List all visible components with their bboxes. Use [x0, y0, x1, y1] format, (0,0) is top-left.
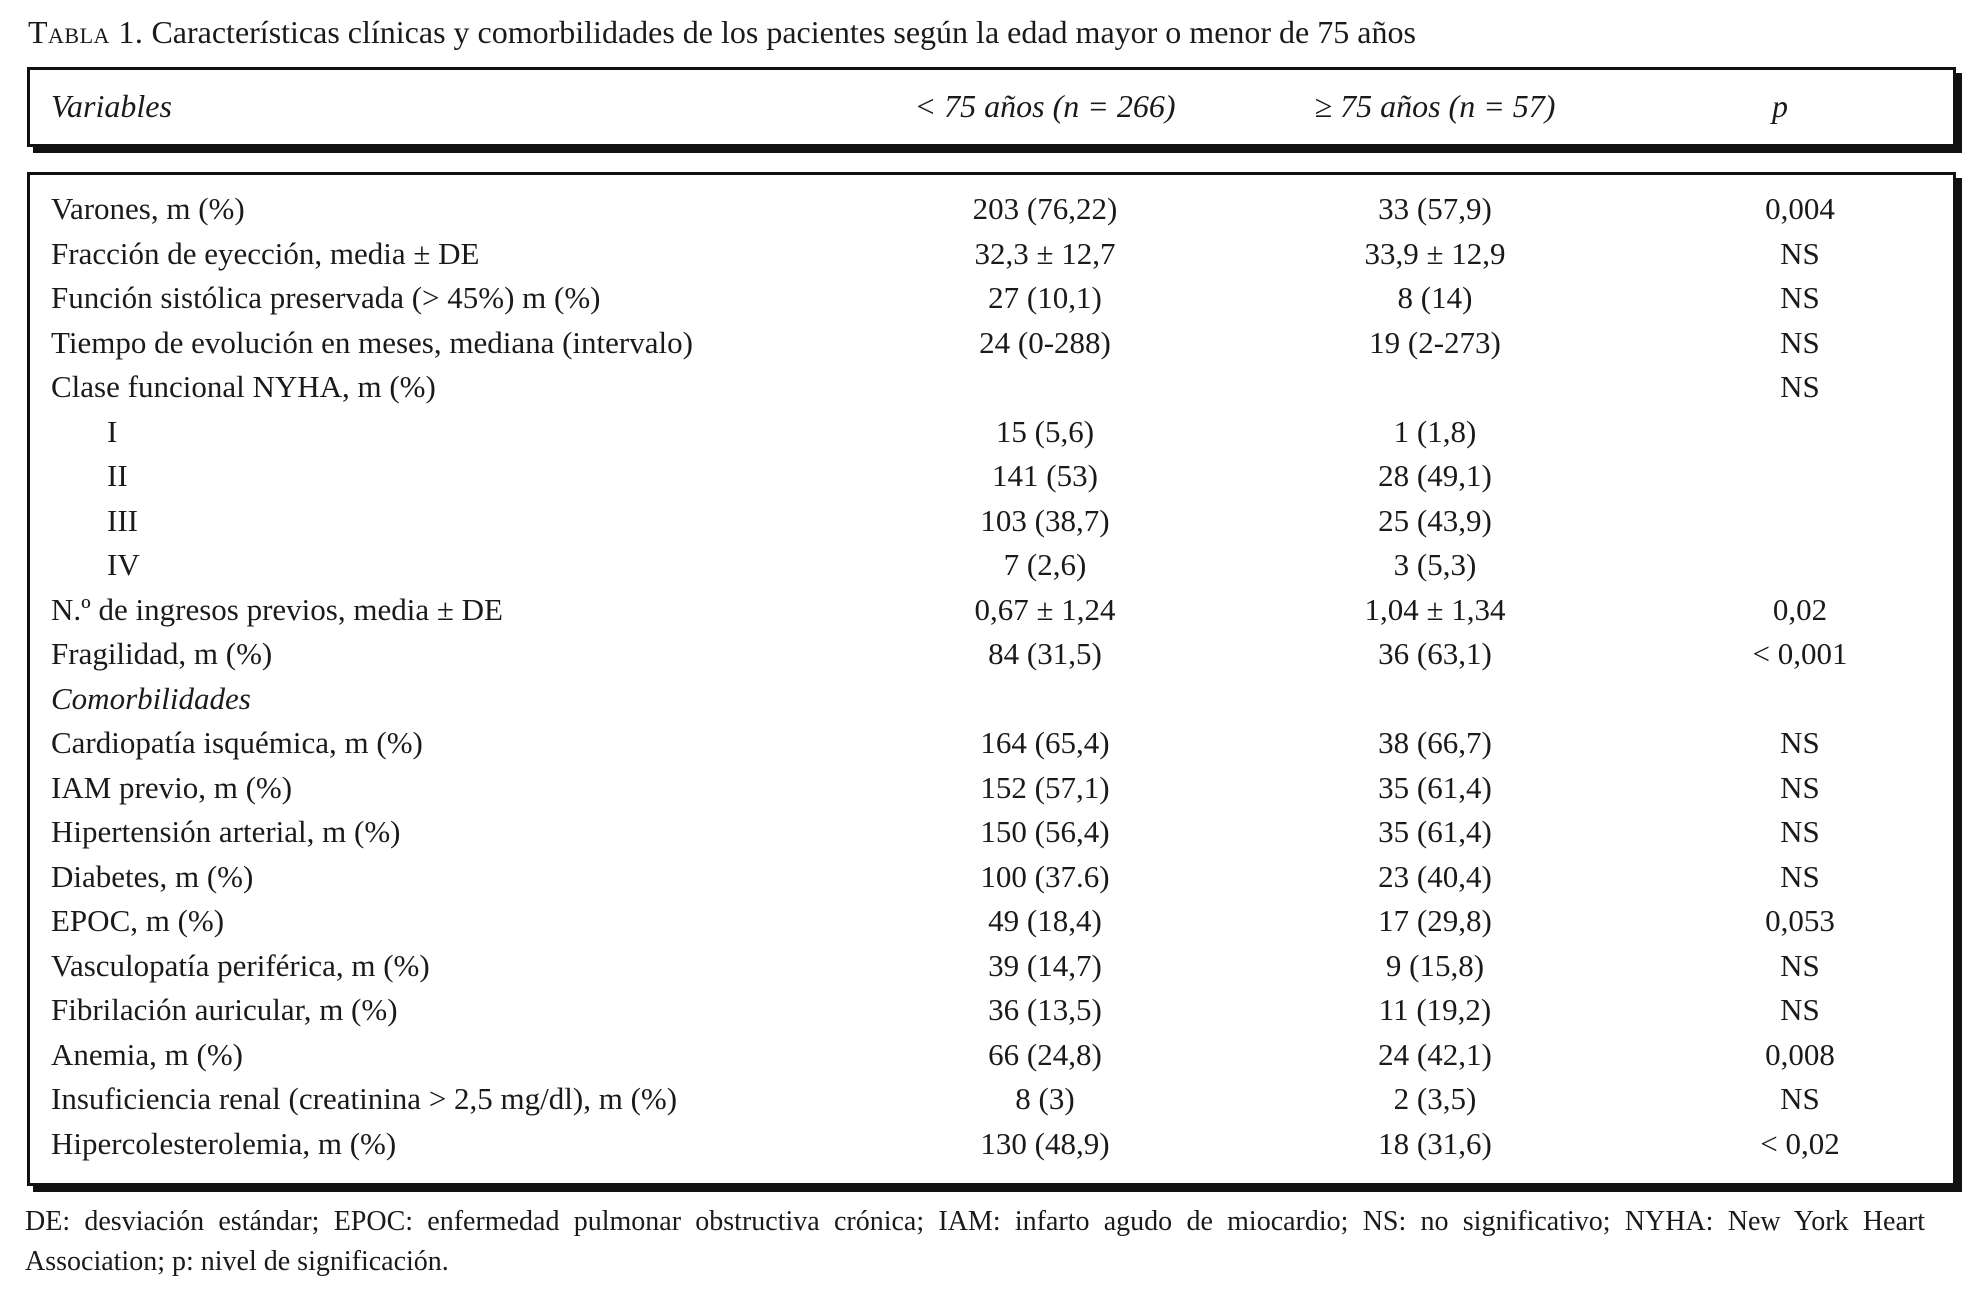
- row-label: Varones, m (%): [51, 191, 245, 226]
- value-under-75: 100 (37.6): [980, 858, 1110, 894]
- table-row: [30, 499, 1953, 544]
- row-label: Tiempo de evolución en meses, mediana (intervalo): [51, 324, 693, 360]
- p-value: NS: [1780, 235, 1820, 271]
- value-75-plus: 28 (49,1): [1378, 458, 1492, 493]
- value-75-plus: 33 (57,9): [1378, 191, 1492, 226]
- value-under-75: 84 (31,5): [988, 636, 1102, 671]
- table-row: [30, 944, 1953, 989]
- value-under-75: 49 (18,4): [988, 903, 1102, 938]
- row-label: I: [107, 413, 118, 449]
- value-under-75: 8 (3): [1015, 1081, 1075, 1116]
- value-under-75: 39 (14,7): [988, 947, 1102, 983]
- row-label: Fragilidad, m (%): [51, 636, 273, 671]
- row-label: Anemia, m (%): [51, 1036, 243, 1072]
- row-label: III: [107, 502, 138, 538]
- p-value: NS: [1780, 725, 1820, 760]
- p-value: NS: [1780, 858, 1820, 894]
- value-75-plus: 35 (61,4): [1378, 814, 1492, 849]
- value-under-75: 152 (57,1): [980, 769, 1110, 805]
- value-under-75: 141 (53): [992, 458, 1098, 493]
- value-under-75: 150 (56,4): [980, 814, 1110, 849]
- table-row: [30, 276, 1953, 321]
- value-under-75: 24 (0-288): [979, 324, 1111, 360]
- p-value: NS: [1780, 324, 1820, 360]
- value-under-75: 130 (48,9): [980, 1125, 1110, 1161]
- value-under-75: 27 (10,1): [988, 280, 1102, 315]
- p-value: NS: [1780, 369, 1820, 404]
- table-row: [30, 632, 1953, 677]
- table-rows: [30, 187, 1953, 1166]
- header-75-plus: ≥ 75 años (n = 57): [1314, 88, 1556, 124]
- row-label: Hipertensión arterial, m (%): [51, 814, 401, 849]
- value-75-plus: 24 (42,1): [1378, 1036, 1492, 1072]
- p-value: NS: [1780, 992, 1820, 1027]
- row-label: Cardiopatía isquémica, m (%): [51, 725, 423, 760]
- row-label: Fibrilación auricular, m (%): [51, 992, 398, 1027]
- table-caption: [28, 12, 1416, 52]
- table-row: [30, 810, 1953, 855]
- table-caption-text: Características clínicas y comorbilidades de los pacientes según la edad mayor o menor de 75 años: [143, 14, 1416, 50]
- value-under-75: 203 (76,22): [972, 191, 1118, 226]
- table-row: [30, 988, 1953, 1033]
- row-label: Diabetes, m (%): [51, 858, 254, 894]
- row-label: N.º de ingresos previos, media ± DE: [51, 591, 503, 627]
- table-row: [30, 1033, 1953, 1078]
- table-row: [30, 588, 1953, 633]
- table-row: [30, 454, 1953, 499]
- value-75-plus: 2 (3,5): [1393, 1081, 1477, 1116]
- p-value: 0,004: [1765, 191, 1835, 226]
- header-variables: Variables: [51, 88, 172, 124]
- table-row: [30, 1077, 1953, 1122]
- table-body: [27, 172, 1956, 1186]
- value-75-plus: 17 (29,8): [1378, 903, 1492, 938]
- p-value: NS: [1780, 947, 1820, 983]
- p-value: < 0,001: [1752, 636, 1848, 671]
- value-under-75: 32,3 ± 12,7: [974, 235, 1116, 271]
- p-value: NS: [1780, 1081, 1820, 1116]
- row-label: Fracción de eyección, media ± DE: [51, 235, 480, 271]
- table-row: [30, 766, 1953, 811]
- p-value: < 0,02: [1760, 1125, 1840, 1161]
- value-75-plus: 38 (66,7): [1378, 725, 1492, 760]
- table-row: [30, 321, 1953, 366]
- value-under-75: 36 (13,5): [988, 992, 1102, 1027]
- value-75-plus: 1 (1,8): [1393, 413, 1477, 449]
- value-under-75: 103 (38,7): [980, 502, 1110, 538]
- table-caption-lead: Tabla 1.: [28, 14, 144, 50]
- value-75-plus: 36 (63,1): [1378, 636, 1492, 671]
- table-row: [30, 855, 1953, 900]
- value-75-plus: 3 (5,3): [1393, 547, 1477, 582]
- table-header: [27, 67, 1956, 147]
- value-75-plus: 23 (40,4): [1378, 858, 1492, 894]
- value-75-plus: 25 (43,9): [1378, 502, 1492, 538]
- row-label: Clase funcional NYHA, m (%): [51, 369, 436, 404]
- table-row: [30, 899, 1953, 944]
- row-label: Insuficiencia renal (creatinina > 2,5 mg/dl), m (%): [51, 1081, 678, 1116]
- value-75-plus: 19 (2-273): [1369, 324, 1501, 360]
- table-row: [30, 1122, 1953, 1167]
- p-value: NS: [1780, 814, 1820, 849]
- value-under-75: 7 (2,6): [1003, 547, 1087, 582]
- p-value: NS: [1780, 769, 1820, 805]
- value-75-plus: 18 (31,6): [1378, 1125, 1492, 1161]
- p-value: 0,008: [1765, 1036, 1835, 1072]
- row-label: IAM previo, m (%): [51, 769, 293, 805]
- row-label: EPOC, m (%): [51, 903, 225, 938]
- row-label: Hipercolesterolemia, m (%): [51, 1125, 397, 1161]
- value-under-75: 0,67 ± 1,24: [974, 591, 1116, 627]
- header-p-value: p: [1772, 88, 1788, 124]
- table-row: [30, 365, 1953, 410]
- value-under-75: 164 (65,4): [980, 725, 1110, 760]
- row-label: Función sistólica preservada (> 45%) m (%): [51, 280, 601, 315]
- value-under-75: 15 (5,6): [995, 413, 1095, 449]
- value-75-plus: 33,9 ± 12,9: [1364, 235, 1506, 271]
- table-footnote: DE: desviación estándar; EPOC: enfermedad pulmonar obstructiva crónica; IAM: infarto agudo de miocardio; NS: no significativo; NYHA: New York Heart Association; p: nivel de significación.: [25, 1206, 1925, 1277]
- table-row: [30, 187, 1953, 232]
- value-under-75: 66 (24,8): [988, 1036, 1102, 1072]
- value-75-plus: 11 (19,2): [1378, 992, 1492, 1027]
- section-heading: [30, 677, 1953, 722]
- p-value: NS: [1780, 280, 1820, 315]
- p-value: 0,053: [1765, 903, 1835, 938]
- row-label: II: [107, 458, 128, 493]
- header-under-75: < 75 años (n = 266): [914, 88, 1176, 124]
- row-label: IV: [107, 547, 140, 582]
- p-value: 0,02: [1772, 591, 1828, 627]
- table-row: [30, 721, 1953, 766]
- value-75-plus: 9 (15,8): [1385, 947, 1485, 983]
- value-75-plus: 8 (14): [1397, 280, 1473, 315]
- value-75-plus: 35 (61,4): [1378, 769, 1492, 805]
- table-row: [30, 410, 1953, 455]
- table-row: [30, 232, 1953, 277]
- row-label: Vasculopatía periférica, m (%): [51, 947, 430, 983]
- table-row: [30, 543, 1953, 588]
- row-label: Comorbilidades: [51, 680, 251, 716]
- value-75-plus: 1,04 ± 1,34: [1364, 591, 1506, 627]
